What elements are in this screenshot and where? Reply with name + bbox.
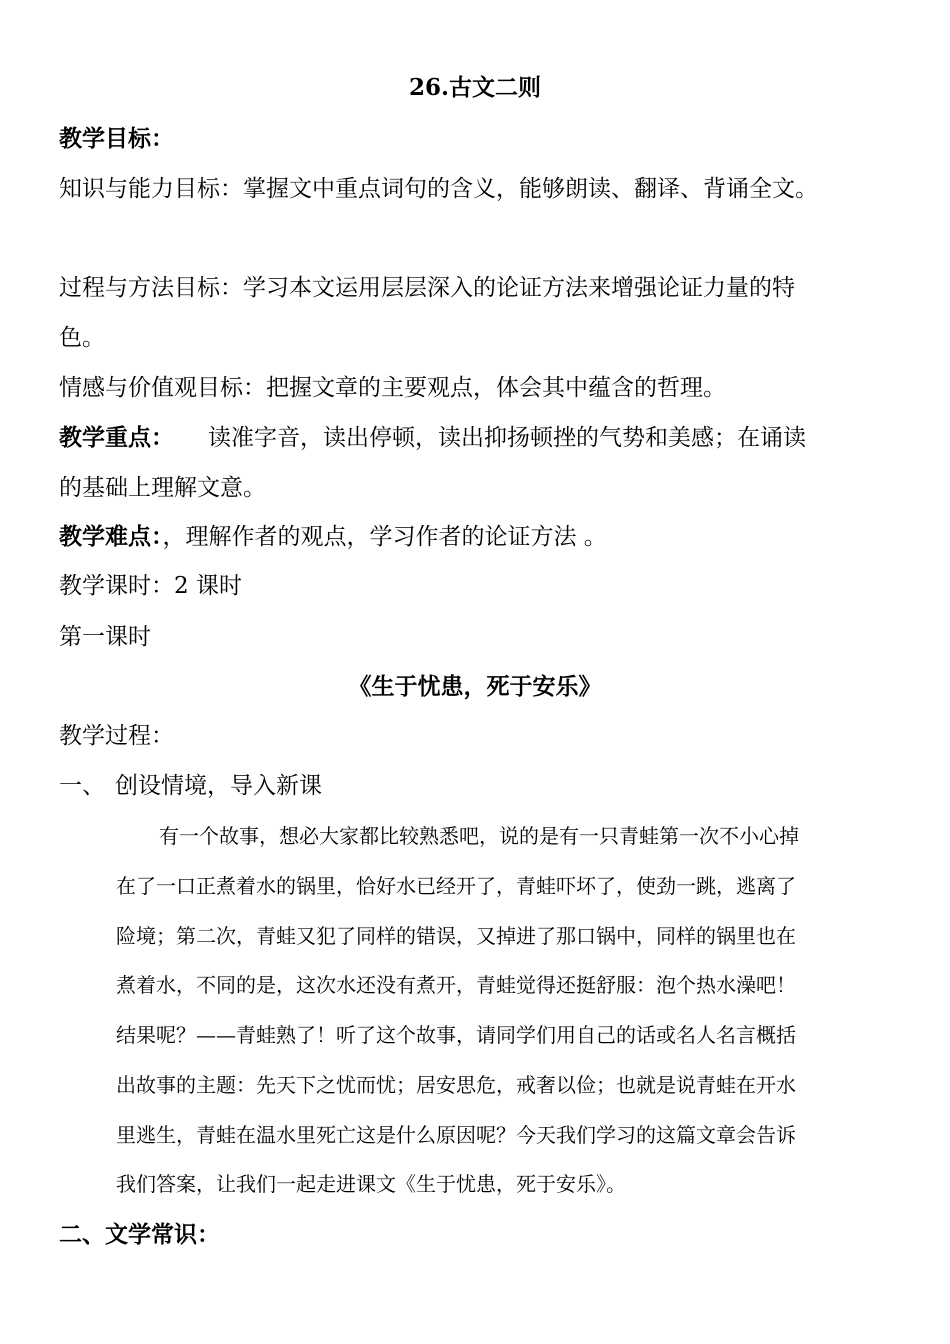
document-title: 26.古文二则 <box>408 74 541 101</box>
section1-title: 创设情境，导入新课 <box>115 773 322 799</box>
process-heading: 教学过程： <box>59 723 174 749</box>
paragraph-line: 出故事的主题：先天下之忧而忧；居安思危，戒奢以俭；也就是说青蛙在开水 <box>116 1073 796 1097</box>
paragraph-line: 我们答案，让我们一起走进课文《生于忧患，死于安乐》。 <box>116 1172 626 1196</box>
key-points-label: 教学重点： <box>59 424 174 451</box>
paragraph-line: 有一个故事，想必大家都比较熟悉吧，说的是有一只青蛙第一次不小心掉 <box>159 824 799 848</box>
knowledge-objective: 知识与能力目标：掌握文中重点词句的含义，能够朗读、翻译、背诵全文。 <box>59 176 818 202</box>
difficulties-label: 教学难点： <box>59 523 163 550</box>
section2-title: 二、文学常识： <box>59 1221 220 1248</box>
section1-heading <box>59 771 322 801</box>
paragraph-line: 结果呢？——青蛙熟了！听了这个故事，请同学们用自己的话或名人名言概括 <box>116 1023 796 1047</box>
class-hours: 教学课时：2 课时 <box>59 573 242 599</box>
difficulties-text: ，理解作者的观点，学习作者的论证方法 。 <box>162 524 607 550</box>
key-points-text-line1: 读准字音，读出停顿，读出抑扬顿挫的气势和美感；在诵读 <box>208 425 806 451</box>
paragraph-line: 煮着水，不同的是，这次水还没有煮开，青蛙觉得还挺舒服：泡个热水澡吧！ <box>116 973 796 997</box>
lesson-title: 《生于忧患，死于安乐》 <box>348 673 602 700</box>
section1-number: 一、 <box>59 773 105 799</box>
key-points <box>59 423 806 453</box>
paragraph-line: 在了一口正煮着水的锅里，恰好水已经开了，青蛙吓坏了，使劲一跳，逃离了 <box>116 874 796 898</box>
first-lesson: 第一课时 <box>59 624 151 650</box>
key-points-text-line2: 的基础上理解文意。 <box>59 475 266 501</box>
emotion-objective: 情感与价值观目标：把握文章的主要观点，体会其中蕴含的哲理。 <box>59 375 726 401</box>
paragraph-line: 里逃生，青蛙在温水里死亡这是什么原因呢？今天我们学习的这篇文章会告诉 <box>116 1123 796 1147</box>
process-objective-line2: 色。 <box>59 325 105 351</box>
objectives-heading: 教学目标： <box>59 125 174 152</box>
paragraph-line: 险境；第二次，青蛙又犯了同样的错误，又掉进了那口锅中，同样的锅里也在 <box>116 924 796 948</box>
difficulties <box>59 522 607 552</box>
process-objective-line1: 过程与方法目标：学习本文运用层层深入的论证方法来增强论证力量的特 <box>59 275 795 301</box>
